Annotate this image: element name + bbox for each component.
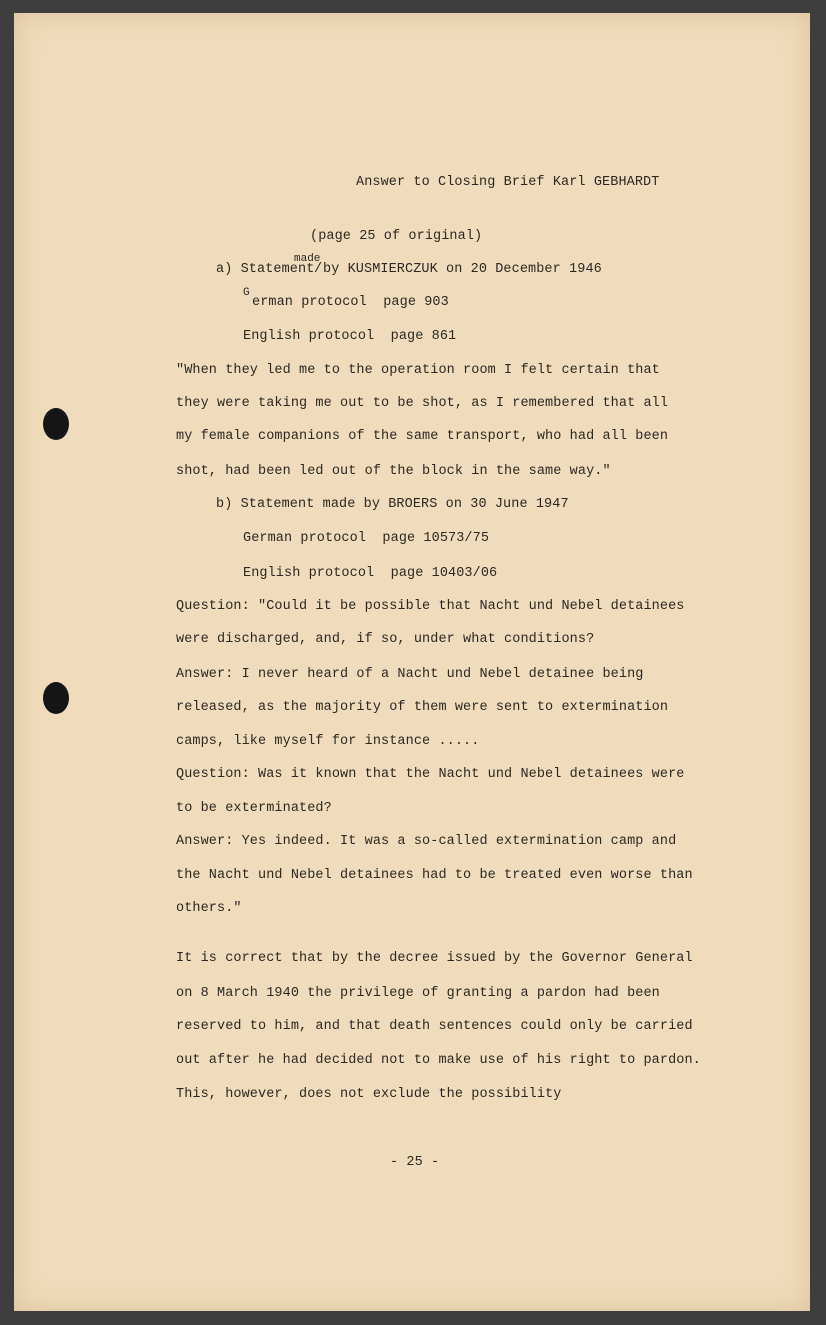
quote-line: my female companions of the same transport, who had all been — [176, 429, 669, 444]
punch-hole — [43, 408, 69, 440]
qa-line: Question: Was it known that the Nacht und Nebel detainees were — [176, 767, 685, 782]
qa-line: released, as the majority of them were sent to extermination — [176, 700, 669, 715]
quote-line: they were taking me out to be shot, as I remembered that all — [176, 396, 669, 411]
insert-slash: / — [314, 262, 323, 277]
qa-line: camps, like myself for instance ..... — [176, 734, 480, 749]
qa-line: Answer: Yes indeed. It was a so-called extermination camp and — [176, 834, 677, 849]
paragraph-line: It is correct that by the decree issued by the Governor General — [176, 951, 693, 966]
english-protocol-b: English protocol page 10403/06 — [243, 566, 498, 581]
page-header: Answer to Closing Brief Karl GEBHARDT — [356, 175, 660, 190]
paragraph-line: on 8 March 1940 the privilege of granting a pardon had been — [176, 986, 660, 1001]
qa-line: were discharged, and, if so, under what conditions? — [176, 632, 595, 647]
qa-line: to be exterminated? — [176, 801, 332, 816]
quote-line: shot, had been led out of the block in the same way." — [176, 464, 611, 479]
qa-line: Question: "Could it be possible that Nacht und Nebel detainees — [176, 599, 685, 614]
punch-hole — [43, 682, 69, 714]
inserted-word: made — [294, 253, 321, 265]
german-capital: G — [243, 287, 250, 299]
qa-line: the Nacht und Nebel detainees had to be treated even worse than — [176, 868, 693, 883]
paragraph-line: out after he had decided not to make use of his right to pardon. — [176, 1053, 701, 1068]
statement-a-rest: by KUSMIERCZUK on 20 December 1946 — [323, 262, 602, 277]
english-protocol-a: English protocol page 861 — [243, 329, 457, 344]
german-protocol-b: German protocol page 10573/75 — [243, 531, 490, 546]
quote-line: "When they led me to the operation room I felt certain that — [176, 363, 660, 378]
page-reference: (page 25 of original) — [310, 229, 483, 244]
statement-b-label: b) Statement made by BROERS on 30 June 1947 — [216, 497, 569, 512]
statement-a-label: a) Statement — [216, 262, 315, 277]
qa-line: others." — [176, 901, 242, 916]
page-number: - 25 - — [390, 1155, 440, 1170]
german-protocol-a: erman protocol page 903 — [252, 295, 449, 310]
qa-line: Answer: I never heard of a Nacht und Nebel detainee being — [176, 667, 644, 682]
paragraph-line: This, however, does not exclude the possibility — [176, 1087, 562, 1102]
document-page — [14, 13, 810, 1311]
paragraph-line: reserved to him, and that death sentences could only be carried — [176, 1019, 693, 1034]
